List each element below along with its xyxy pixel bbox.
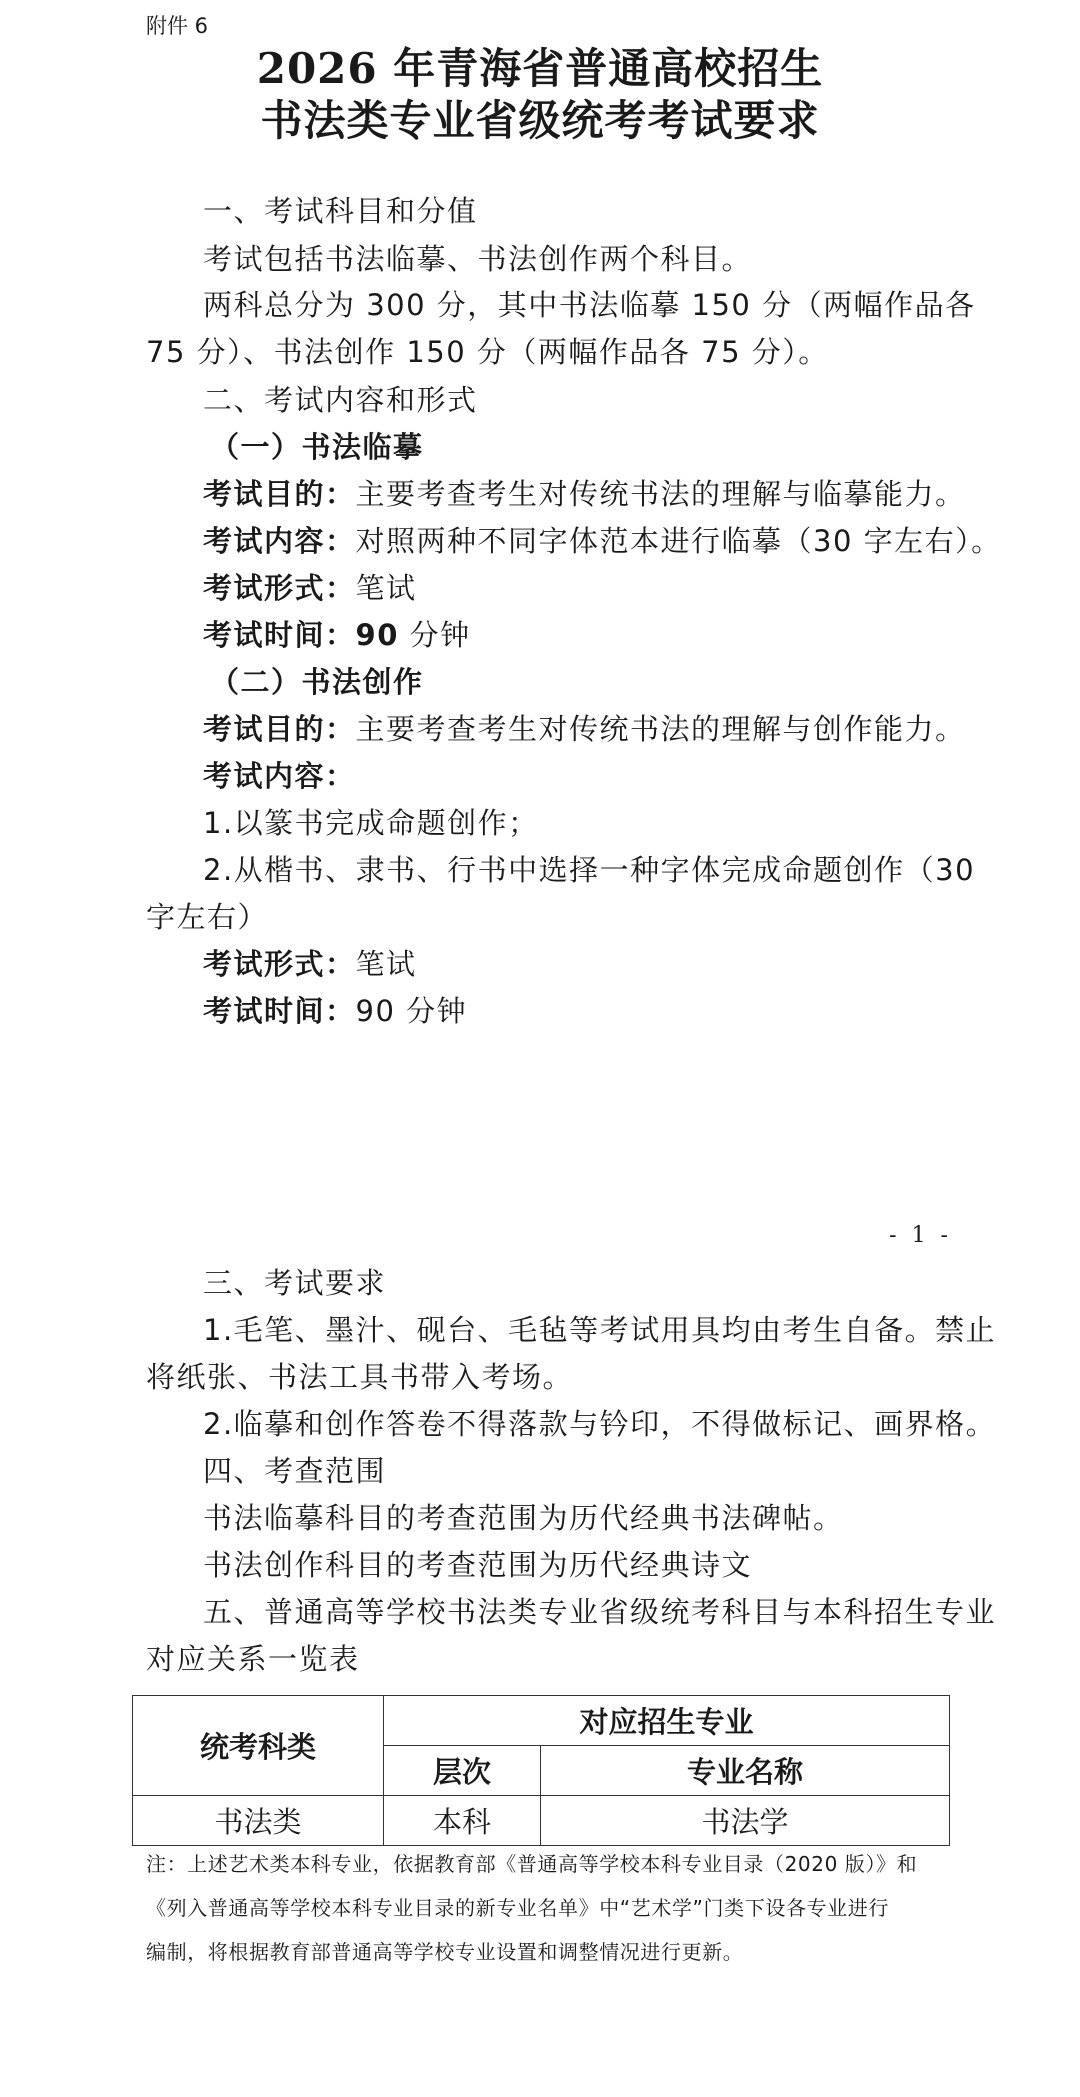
sub1-purpose-label: 考试目的： [203, 477, 356, 511]
sub2-purpose-text: 主要考查考生对传统书法的理解与创作能力。 [355, 712, 966, 746]
section-2-heading: 二、考试内容和形式 [203, 383, 478, 417]
sub1-form-label: 考试形式： [203, 571, 356, 605]
subsection-2-heading: （二）书法创作 [210, 665, 424, 699]
sub1-purpose [203, 472, 966, 513]
section-5-heading-line-1: 五、普通高等学校书法类专业省级统考科目与本科招生专业 [203, 1595, 997, 1629]
sub1-content-text: 对照两种不同字体范本进行临摹（30 字左右）。 [355, 524, 1002, 558]
attachment-label: 附件 6 [146, 14, 209, 38]
sub2-time [203, 989, 467, 1030]
sub2-purpose-label: 考试目的： [203, 712, 356, 746]
cell-exam-category: 书法类 [133, 1796, 384, 1846]
sub1-form-text: 笔试 [355, 571, 417, 605]
sub2-form-text: 笔试 [355, 947, 417, 981]
note-line-1: 注：上述艺术类本科专业，依据教育部《普通高等学校本科专业目录（2020 版）》和 [146, 1852, 918, 1876]
section-4-paragraph-2: 书法创作科目的考查范围为历代经典诗文 [203, 1548, 753, 1582]
sub2-form [203, 942, 417, 983]
sub2-form-label: 考试形式： [203, 947, 356, 981]
header-level: 层次 [384, 1746, 541, 1796]
section-5-heading-line-2: 对应关系一览表 [146, 1642, 360, 1676]
sub2-time-text: 90 分钟 [355, 994, 468, 1028]
header-major-group: 对应招生专业 [384, 1696, 950, 1746]
section-1-heading: 一、考试科目和分值 [203, 194, 478, 228]
table-row [133, 1796, 950, 1846]
sub1-time-label: 考试时间： [203, 618, 356, 652]
cell-major-name: 书法学 [541, 1796, 950, 1846]
sub2-item-1: 1.以篆书完成命题创作； [203, 806, 539, 840]
sub1-time-value: 90 [355, 618, 399, 652]
section-3-item-1-line-2: 将纸张、书法工具书带入考场。 [146, 1360, 574, 1394]
title-line-2: 书法类专业省级统考考试要求 [260, 96, 820, 145]
cell-level: 本科 [384, 1796, 541, 1846]
sub2-item-2-line-1: 2.从楷书、隶书、行书中选择一种字体完成命题创作（30 [203, 853, 976, 887]
section-3-item-2: 2.临摹和创作答卷不得落款与钤印，不得做标记、画界格。 [203, 1407, 997, 1441]
header-exam-category: 统考科类 [133, 1696, 384, 1796]
sub2-content-label: 考试内容： [203, 759, 356, 793]
sub1-content [203, 519, 1002, 560]
note [146, 1842, 966, 1974]
section-1-paragraph-1: 考试包括书法临摹、书法创作两个科目。 [203, 242, 753, 276]
subsection-1-heading: （一）书法临摹 [210, 430, 424, 464]
note-line-3: 编制，将根据教育部普通高等学校专业设置和调整情况进行更新。 [146, 1940, 744, 1964]
section-4-heading: 四、考查范围 [203, 1454, 387, 1488]
sub1-purpose-text: 主要考查考生对传统书法的理解与临摹能力。 [355, 477, 966, 511]
major-correspondence-table [132, 1695, 950, 1846]
sub1-content-label: 考试内容： [203, 524, 356, 558]
sub1-form [203, 566, 417, 607]
section-3-item-1-line-1: 1.毛笔、墨汁、砚台、毛毡等考试用具均由考生自备。禁止 [203, 1313, 997, 1347]
note-line-2: 《列入普通高等学校本科专业目录的新专业名单》中“艺术学”门类下设各专业进行 [146, 1896, 889, 1920]
section-1-paragraph-2-line-2: 75 分）、书法创作 150 分（两幅作品各 75 分）。 [146, 335, 829, 369]
section-3-heading: 三、考试要求 [203, 1266, 387, 1300]
section-1-paragraph-2-line-1: 两科总分为 300 分，其中书法临摹 150 分（两幅作品各 [203, 288, 976, 322]
header-major-name: 专业名称 [541, 1746, 950, 1796]
sub1-time-unit: 分钟 [409, 618, 471, 652]
sub2-item-2-line-2: 字左右） [146, 900, 269, 934]
sub2-time-label: 考试时间： [203, 994, 356, 1028]
page-number: - 1 - [889, 1223, 952, 1248]
sub1-time [203, 613, 471, 654]
sub2-purpose [203, 707, 966, 748]
section-4-paragraph-1: 书法临摹科目的考查范围为历代经典书法碑帖。 [203, 1501, 844, 1535]
title-line-1: 2026 年青海省普通高校招生 [256, 44, 824, 93]
